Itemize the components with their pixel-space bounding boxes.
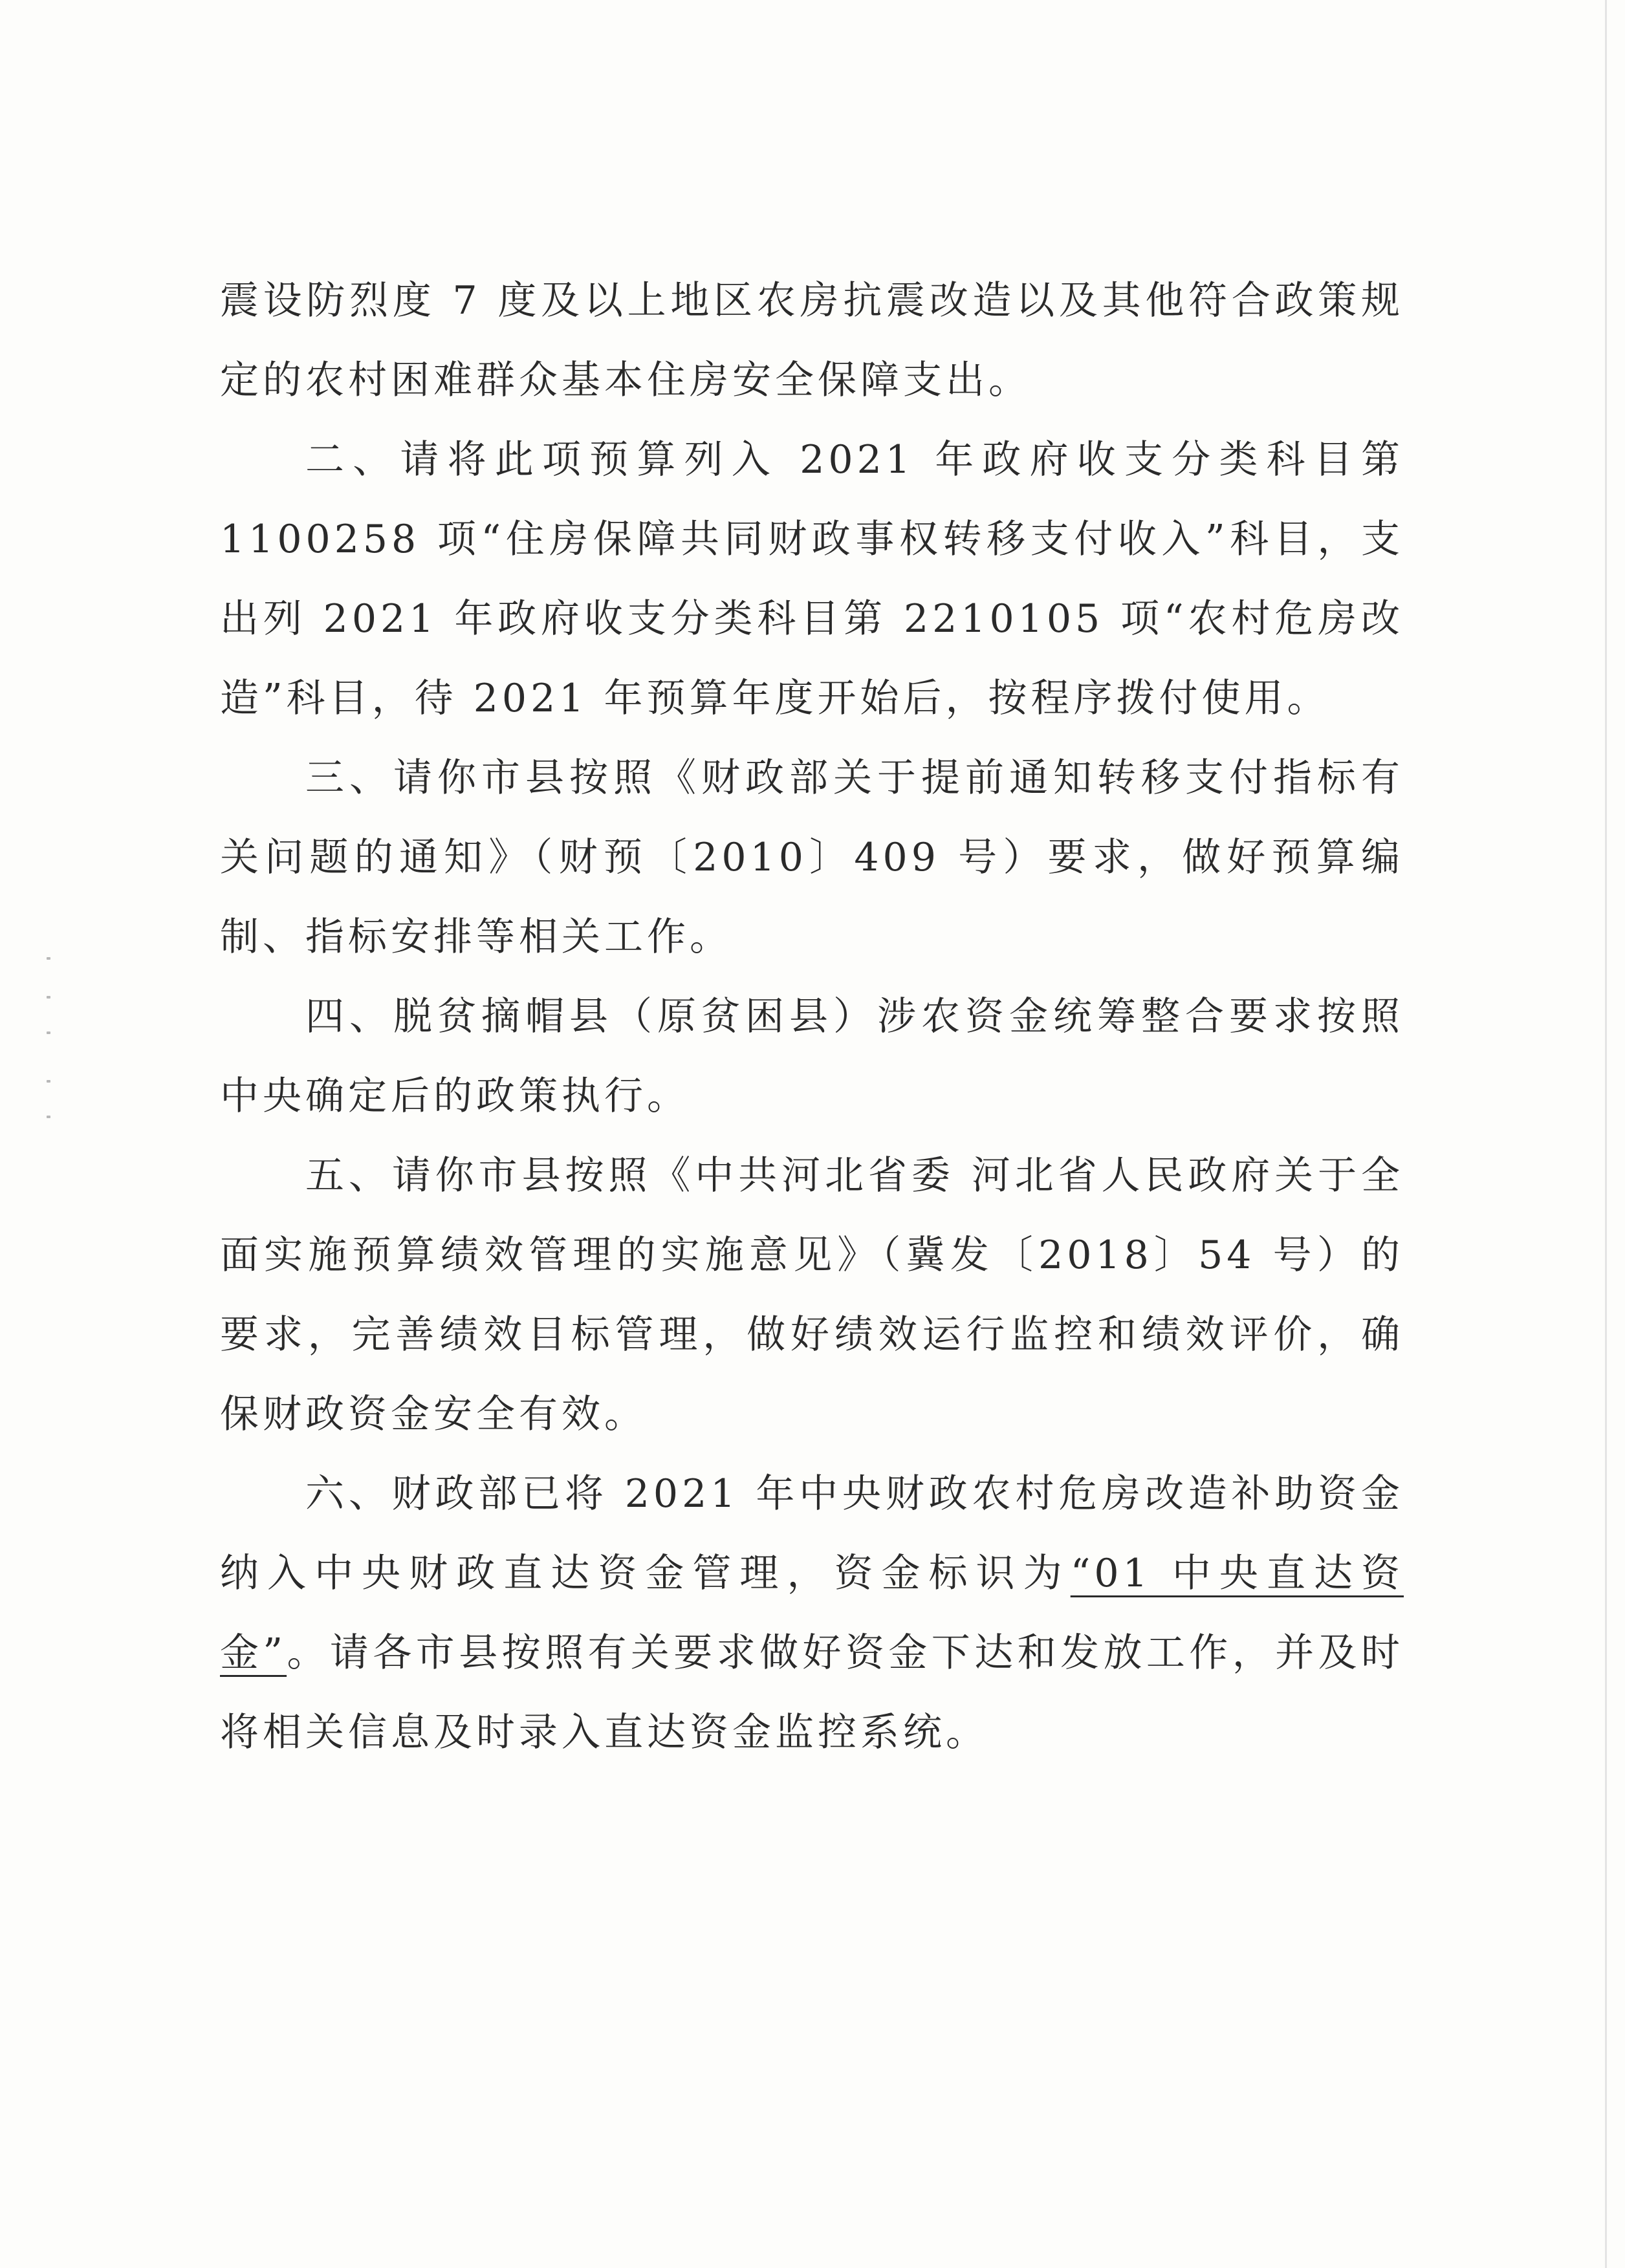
paragraph-continuation: 震设防烈度 7 度及以上地区农房抗震改造以及其他符合政策规定的农村困难群众基本住房安全保障支出。 bbox=[220, 278, 1404, 403]
scan-mark bbox=[47, 996, 50, 999]
scan-mark bbox=[47, 1031, 50, 1034]
scan-page-edge bbox=[1605, 0, 1607, 2268]
fund-identifier: “01 中央直达资金” bbox=[220, 1551, 1404, 1676]
paragraph-item-6-after: 。请各市县按照有关要求做好资金下达和发放工作，并及时将相关信息及时录入直达资金监控系统。 bbox=[220, 1630, 1404, 1755]
paragraph-item-6 bbox=[220, 1454, 1404, 1773]
paragraph-item-2: 二、请将此项预算列入 2021 年政府收支分类科目第 1100258 项“住房保障共同财政事权转移支付收入”科目，支出列 2021 年政府收支分类科目第 2210105 项“农村危房改造”科目，待 2021 年预算年度开始后，按程序拨付使用。 bbox=[220, 437, 1404, 721]
document-body bbox=[220, 261, 1404, 1773]
scan-mark bbox=[47, 957, 50, 960]
paragraph-item-5: 五、请你市县按照《中共河北省委 河北省人民政府关于全面实施预算绩效管理的实施意见》（冀发〔2018〕54 号）的要求，完善绩效目标管理，做好绩效运行监控和绩效评价，确保财政资金安全有效。 bbox=[220, 1153, 1404, 1437]
scan-mark bbox=[47, 1116, 50, 1118]
scan-mark bbox=[47, 1080, 50, 1083]
paragraph-item-3: 三、请你市县按照《财政部关于提前通知转移支付指标有关问题的通知》（财预〔2010〕409 号）要求，做好预算编制、指标安排等相关工作。 bbox=[220, 755, 1404, 960]
paragraph-item-6-before: 六、财政部已将 2021 年中央财政农村危房改造补助资金纳入中央财政直达资金管理，资金标识为 bbox=[220, 1471, 1404, 1596]
paragraph-item-4: 四、脱贫摘帽县（原贫困县）涉农资金统筹整合要求按照中央确定后的政策执行。 bbox=[220, 994, 1404, 1119]
